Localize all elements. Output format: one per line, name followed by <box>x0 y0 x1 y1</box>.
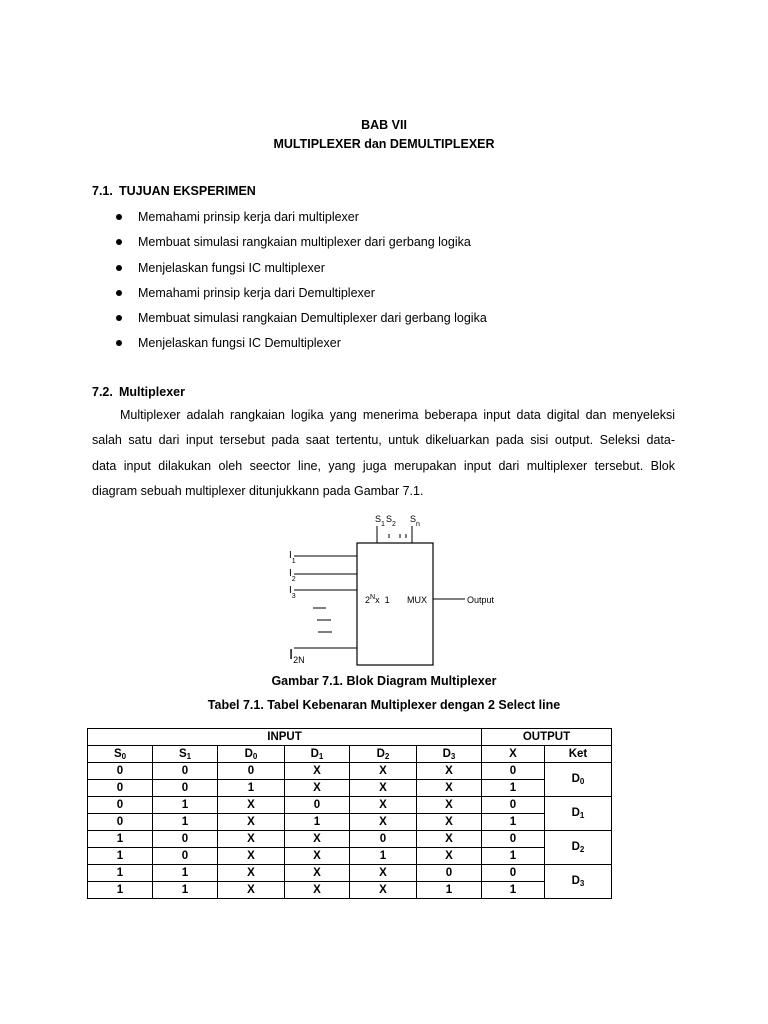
table-cell: 0 <box>153 831 218 848</box>
table-cell: X <box>285 882 350 899</box>
input-label-2: $I_2$ <box>289 568 296 583</box>
col-header: $S_0$ <box>88 746 153 763</box>
table-cell: 0 <box>417 865 482 882</box>
mux-type-label: MUX <box>407 595 427 605</box>
table-cell: 1 <box>482 848 545 865</box>
table-row <box>88 848 612 865</box>
input-label-1: $I_1$ <box>289 550 296 565</box>
table-cell: 0 <box>482 831 545 848</box>
select-label-n: $S_n$ <box>410 514 420 528</box>
table-row <box>88 780 612 797</box>
table-cell: 0 <box>88 780 153 797</box>
section-title: TUJUAN EKSPERIMEN <box>119 184 256 198</box>
bullet-icon <box>116 340 122 346</box>
col-header-x: X <box>482 746 545 763</box>
bullet-icon <box>116 239 122 245</box>
table-cell: X <box>218 882 285 899</box>
chapter-label: BAB VII <box>361 118 407 132</box>
table-row <box>88 814 612 831</box>
table-cell: 1 <box>350 848 417 865</box>
section-title: Multiplexer <box>119 385 185 399</box>
chapter-title: MULTIPLEXER dan DEMULTIPLEXER <box>273 137 495 151</box>
input-label-3: $I_3$ <box>289 585 296 600</box>
table-cell: X <box>350 763 417 780</box>
table-cell: X <box>285 865 350 882</box>
table-row <box>88 763 612 780</box>
col-header: $D_1$ <box>285 746 350 763</box>
table-cell: 1 <box>153 865 218 882</box>
list-item: Menjelaskan fungsi IC Demultiplexer <box>116 334 487 359</box>
list-item: Membuat simulasi rangkaian multiplexer dari gerbang logika <box>116 233 487 258</box>
table-row <box>88 797 612 814</box>
col-header: $S_1$ <box>153 746 218 763</box>
multiplexer-paragraph <box>92 403 675 504</box>
paragraph-line: salah satu dari input tersebut pada saat tertentu, untuk dikeluarkan pada sisi output. Seleksi data- <box>92 433 675 448</box>
table-cell: X <box>417 780 482 797</box>
paragraph-line: diagram sebuah multiplexer ditunjukkann pada Gambar 7.1. <box>92 483 424 498</box>
table-cell: X <box>218 831 285 848</box>
paragraph-line: data input dilakukan oleh seector line, yang juga merupakan input dari multiplexer tersebut. Blok <box>92 458 675 473</box>
section-7-2-heading <box>92 385 185 399</box>
section-7-1-heading <box>92 184 256 198</box>
table-cell: X <box>350 882 417 899</box>
table-cell: X <box>350 797 417 814</box>
table-cell: 0 <box>88 814 153 831</box>
col-header: $D_3$ <box>417 746 482 763</box>
table-cell: X <box>218 797 285 814</box>
table-cell: 0 <box>350 831 417 848</box>
table-cell: 1 <box>285 814 350 831</box>
bullet-icon <box>116 290 122 296</box>
table-cell: X <box>285 763 350 780</box>
table-cell: 0 <box>218 763 285 780</box>
table-cell: X <box>350 814 417 831</box>
list-item: Membuat simulasi rangkaian Demultiplexer dari gerbang logika <box>116 309 487 334</box>
table-column-header <box>88 746 612 763</box>
table-cell: X <box>417 814 482 831</box>
table-cell: 0 <box>482 797 545 814</box>
col-header: $D_0$ <box>218 746 285 763</box>
table-cell: 0 <box>482 865 545 882</box>
table-cell: X <box>285 780 350 797</box>
output-label: Output <box>467 595 495 605</box>
objectives-list <box>116 208 487 360</box>
table-row <box>88 882 612 899</box>
table-cell: 1 <box>218 780 285 797</box>
table-cell: X <box>350 865 417 882</box>
select-label-1: $S_1$ <box>375 514 385 528</box>
table-cell: X <box>218 848 285 865</box>
section-number: 7.1. <box>92 184 113 198</box>
table-cell: 1 <box>417 882 482 899</box>
section-number: 7.2. <box>92 385 113 399</box>
input-group-header: INPUT <box>88 729 482 746</box>
truth-table <box>87 728 612 899</box>
list-item: Memahami prinsip kerja dari Demultiplexer <box>116 284 487 309</box>
table-cell: 1 <box>153 882 218 899</box>
table-group-header <box>88 729 612 746</box>
figure-caption: Gambar 7.1. Blok Diagram Multiplexer <box>271 674 497 688</box>
bullet-icon <box>116 214 122 220</box>
bullet-icon <box>116 315 122 321</box>
input-label-2n: $I_{2N}$ <box>289 646 305 665</box>
table-cell: 1 <box>88 848 153 865</box>
table-cell: 0 <box>153 763 218 780</box>
table-cell: 1 <box>153 797 218 814</box>
ket-cell: $D_0$ <box>545 763 612 797</box>
mux-size-label: $2^Nx$ 1 <box>365 594 390 605</box>
mux-block-diagram <box>280 508 520 668</box>
table-caption: Tabel 7.1. Tabel Kebenaran Multiplexer dengan 2 Select line <box>207 698 561 712</box>
col-header: $D_2$ <box>350 746 417 763</box>
table-cell: 0 <box>88 797 153 814</box>
table-cell: 1 <box>153 814 218 831</box>
table-cell: 0 <box>153 848 218 865</box>
output-group-header: OUTPUT <box>482 729 612 746</box>
table-cell: 1 <box>482 780 545 797</box>
table-cell: X <box>350 780 417 797</box>
bullet-icon <box>116 265 122 271</box>
list-item: Memahami prinsip kerja dari multiplexer <box>116 208 487 233</box>
table-cell: 0 <box>285 797 350 814</box>
list-item: Menjelaskan fungsi IC multiplexer <box>116 259 487 284</box>
table-row <box>88 865 612 882</box>
table-cell: 1 <box>482 814 545 831</box>
table-cell: X <box>285 831 350 848</box>
table-cell: X <box>417 797 482 814</box>
ket-cell: $D_3$ <box>545 865 612 899</box>
table-cell: X <box>417 763 482 780</box>
paragraph-line: Multiplexer adalah rangkaian logika yang menerima beberapa input data digital dan menyeleksi <box>120 408 675 422</box>
table-cell: X <box>218 865 285 882</box>
ket-cell: $D_1$ <box>545 797 612 831</box>
table-cell: X <box>417 831 482 848</box>
col-header-ket: Ket <box>545 746 612 763</box>
table-cell: 1 <box>88 882 153 899</box>
table-row <box>88 831 612 848</box>
table-cell: X <box>417 848 482 865</box>
table-cell: 0 <box>482 763 545 780</box>
table-cell: 1 <box>482 882 545 899</box>
select-label-2: $S_2$ <box>386 514 396 528</box>
table-cell: X <box>285 848 350 865</box>
table-cell: 1 <box>88 831 153 848</box>
ket-cell: $D_2$ <box>545 831 612 865</box>
table-cell: 1 <box>88 865 153 882</box>
table-cell: X <box>218 814 285 831</box>
table-cell: 0 <box>88 763 153 780</box>
table-cell: 0 <box>153 780 218 797</box>
